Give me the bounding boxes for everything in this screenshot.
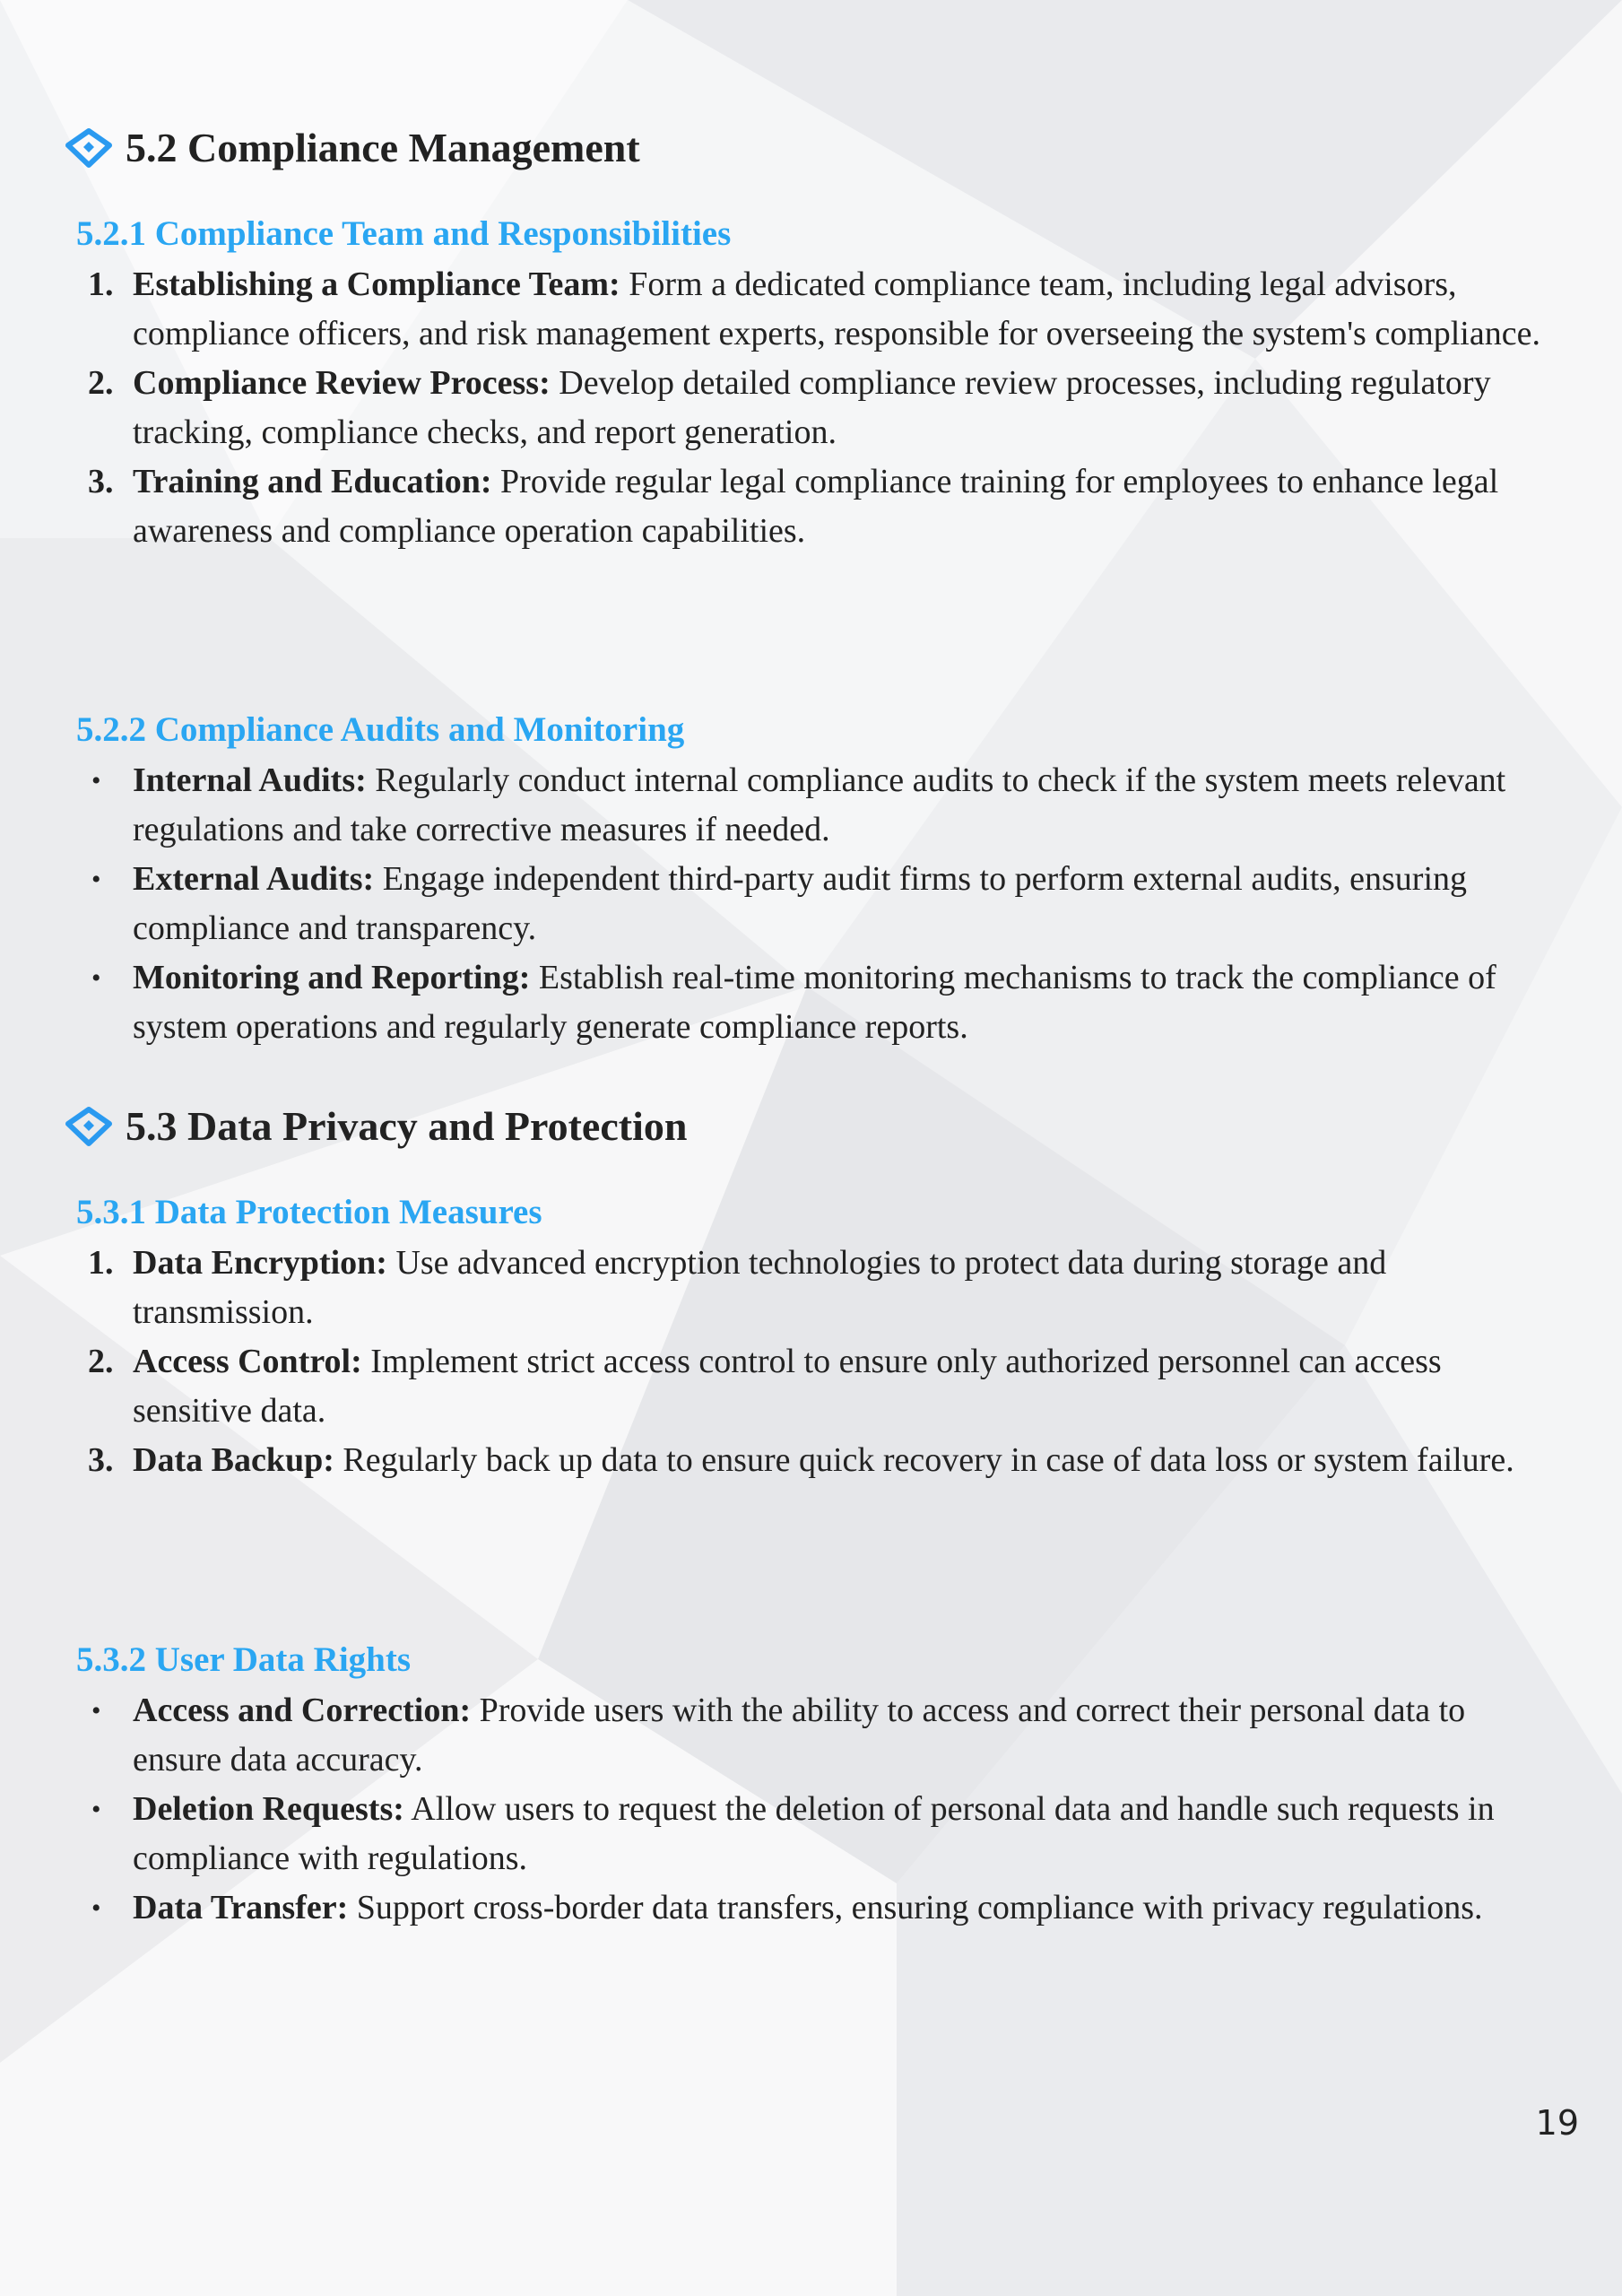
list-term: Training and Education:	[133, 463, 492, 500]
list-text: Allow users to request the deletion of personal data and handle such requests in compliance with regulations.	[133, 1790, 1495, 1877]
list-text: Engage independent third-party audit firms to perform external audits, ensuring compliance and transparency.	[133, 860, 1468, 947]
list-text: Form a dedicated compliance team, including legal advisors, compliance officers, and risk management experts, responsible for overseeing the system's compliance.	[133, 265, 1540, 352]
list-text: Provide users with the ability to access and correct their personal data to ensure data accuracy.	[133, 1692, 1466, 1779]
subsection-heading: 5.3.1 Data Protection Measures	[76, 1193, 542, 1231]
list-number: 3.	[88, 1441, 114, 1479]
bullet: •	[91, 865, 101, 894]
list-item	[88, 457, 1549, 556]
bullet: •	[91, 963, 101, 993]
bullet-list	[88, 756, 1549, 1052]
page-number: 19	[1535, 2103, 1579, 2143]
bullet-list	[88, 1686, 1549, 1933]
list-text: Establish real-time monitoring mechanisms to track the compliance of system operations and regularly generate compliance reports.	[133, 959, 1496, 1046]
list-item	[88, 953, 1549, 1052]
section-heading	[65, 1102, 687, 1150]
section-heading	[65, 124, 640, 171]
list-item	[88, 855, 1549, 953]
list-item	[88, 359, 1549, 457]
list-term: Internal Audits:	[133, 761, 367, 799]
list-text: Regularly conduct internal compliance audits to check if the system meets relevant regulations and take corrective measures if needed.	[133, 761, 1506, 848]
list-item	[88, 1436, 1549, 1485]
list-item	[88, 260, 1549, 359]
list-number: 1.	[88, 1244, 114, 1282]
list-number: 2.	[88, 364, 114, 402]
list-item	[88, 756, 1549, 855]
bullet: •	[91, 1696, 101, 1726]
subsection-heading: 5.2.1 Compliance Team and Responsibilities	[76, 214, 732, 253]
bullet: •	[91, 1795, 101, 1824]
list-term: Data Encryption:	[133, 1244, 387, 1282]
list-text: Implement strict access control to ensure only authorized personnel can access sensitive data.	[133, 1343, 1442, 1430]
list-term: Data Backup:	[133, 1441, 334, 1479]
list-number: 3.	[88, 463, 114, 500]
subsection-heading: 5.2.2 Compliance Audits and Monitoring	[76, 710, 685, 749]
list-term: Data Transfer:	[133, 1889, 349, 1926]
section-title: 5.2 Compliance Management	[126, 125, 640, 170]
bullet: •	[91, 766, 101, 796]
list-term: Deletion Requests:	[133, 1790, 404, 1828]
list-number: 2.	[88, 1343, 114, 1380]
numbered-list	[88, 260, 1549, 556]
list-text: Regularly back up data to ensure quick recovery in case of data loss or system failure.	[334, 1441, 1514, 1479]
list-term: Compliance Review Process:	[133, 364, 551, 402]
list-item	[88, 1337, 1549, 1436]
list-item	[88, 1785, 1549, 1883]
list-term: External Audits:	[133, 860, 375, 898]
section-title: 5.3 Data Privacy and Protection	[126, 1103, 688, 1149]
bullet: •	[91, 1893, 101, 1923]
list-item	[88, 1239, 1549, 1337]
list-term: Monitoring and Reporting:	[133, 959, 531, 996]
list-number: 1.	[88, 265, 114, 303]
numbered-list	[88, 1239, 1549, 1485]
list-term: Establishing a Compliance Team:	[133, 265, 620, 303]
subsection-heading: 5.3.2 User Data Rights	[76, 1640, 412, 1679]
diamond-icon	[65, 1106, 113, 1147]
list-text: Develop detailed compliance review processes, including regulatory tracking, compliance checks, and report generation.	[133, 364, 1491, 451]
list-item	[88, 1686, 1549, 1785]
list-term: Access and Correction:	[133, 1692, 472, 1729]
list-term: Access Control:	[133, 1343, 362, 1380]
list-text: Provide regular legal compliance training for employees to enhance legal awareness and compliance operation capabilities.	[133, 463, 1499, 550]
list-text: Support cross-border data transfers, ensuring compliance with privacy regulations.	[348, 1889, 1483, 1926]
diamond-icon	[65, 127, 113, 169]
list-item	[88, 1883, 1549, 1933]
list-text: Use advanced encryption technologies to protect data during storage and transmission.	[133, 1244, 1387, 1331]
